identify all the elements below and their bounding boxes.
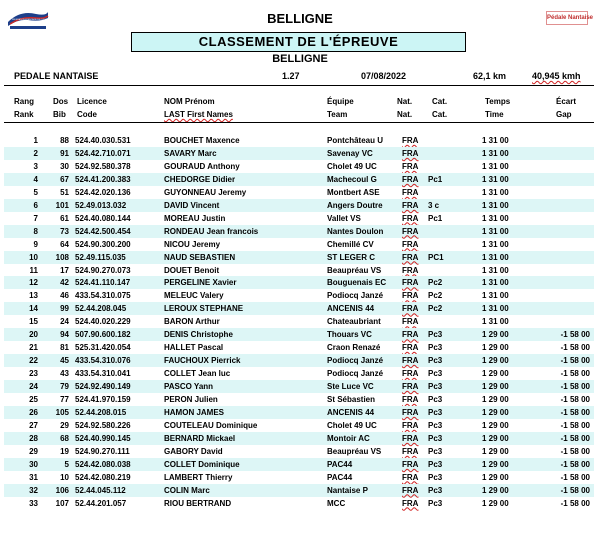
table-row: [4, 315, 594, 328]
cell-name: LEROUX STEPHANE: [164, 304, 244, 314]
col-ecart: Écart: [556, 97, 577, 106]
cell-rank: 2: [33, 148, 38, 158]
cell-rank: 32: [29, 485, 38, 495]
table-row: [4, 328, 594, 341]
cell-rank: 9: [33, 239, 38, 249]
cell-nat: FRA: [402, 200, 419, 210]
cell-team: Chateaubriant: [327, 317, 381, 327]
cell-licence: 524.90.270.073: [75, 265, 131, 275]
cell-time: 1 31 00: [482, 239, 509, 249]
table-row: [4, 406, 594, 419]
cell-cat: Pc2: [428, 278, 443, 288]
cell-bib: 17: [60, 265, 69, 275]
cell-cat: Pc1: [428, 213, 443, 223]
cell-cat: Pc3: [428, 485, 443, 495]
cell-licence: 524.40.080.144: [75, 213, 131, 223]
cell-team: PAC44: [327, 459, 353, 469]
cell-bib: 107: [55, 498, 69, 508]
cell-name: LAMBERT Thierry: [164, 472, 233, 482]
cell-bib: 108: [55, 252, 69, 262]
cell-nat: FRA: [402, 330, 419, 340]
cell-rank: 22: [29, 356, 38, 366]
cell-time: 1 31 00: [482, 291, 509, 301]
cell-cat: Pc2: [428, 304, 443, 314]
cell-team: Chemillé CV: [327, 239, 374, 249]
cell-time: 1 31 00: [482, 148, 509, 158]
col-bib: Bib: [53, 110, 66, 119]
cell-licence: 524.42.020.136: [75, 187, 131, 197]
cell-bib: 99: [60, 304, 69, 314]
cell-licence: 524.40.020.229: [75, 317, 131, 327]
table-row: [4, 341, 594, 354]
cell-time: 1 31 00: [482, 174, 509, 184]
cell-bib: 24: [60, 317, 69, 327]
cell-rank: 21: [29, 343, 38, 353]
cell-rank: 6: [33, 200, 38, 210]
table-row: [4, 497, 594, 510]
cell-gap: -1 58 00: [560, 433, 590, 443]
cell-licence: 52.44.201.057: [75, 498, 127, 508]
table-row: [4, 238, 594, 251]
cell-bib: 51: [60, 187, 69, 197]
cell-cat: Pc3: [428, 472, 443, 482]
col-team: Team: [327, 110, 348, 119]
table-row: [4, 458, 594, 471]
cell-rank: 13: [29, 291, 38, 301]
cell-team: Cholet 49 UC: [327, 161, 377, 171]
cell-gap: -1 58 00: [560, 382, 590, 392]
cell-cat: Pc3: [428, 459, 443, 469]
table-row: [4, 147, 594, 160]
cell-nat: FRA: [402, 213, 419, 223]
cell-licence: 524.90.270.111: [75, 446, 130, 456]
cell-licence: 52.44.045.112: [75, 485, 126, 495]
cell-bib: 79: [60, 382, 69, 392]
cell-name: BERNARD Mickael: [164, 433, 236, 443]
cell-rank: 14: [29, 304, 38, 314]
cell-nat: FRA: [402, 407, 419, 417]
cell-bib: 43: [60, 369, 69, 379]
cell-time: 1 31 00: [482, 136, 509, 145]
cell-team: Vallet VS: [327, 213, 361, 223]
cell-time: 1 29 00: [482, 407, 509, 417]
cell-name: SAVARY Marc: [164, 148, 217, 158]
cell-team: ANCENIS 44: [327, 304, 375, 314]
cell-nat: FRA: [402, 291, 419, 301]
cell-cat: Pc3: [428, 395, 443, 404]
cell-name: RONDEAU Jean francois: [164, 226, 259, 236]
cell-name: CHEDORGE Didier: [164, 174, 236, 184]
cell-cat: Pc3: [428, 407, 443, 417]
cell-cat: Pc3: [428, 343, 443, 353]
cell-time: 1 31 00: [482, 200, 509, 210]
cell-time: 1 29 00: [482, 330, 509, 340]
table-row: [4, 186, 594, 199]
cell-bib: 91: [60, 148, 69, 158]
cell-rank: 8: [33, 226, 38, 236]
cell-nat: FRA: [402, 136, 419, 145]
cell-nat: FRA: [402, 278, 419, 288]
cell-nat: FRA: [402, 265, 419, 275]
cell-time: 1 31 00: [482, 304, 509, 314]
cell-team: Ste Luce VC: [327, 382, 374, 392]
cell-licence: 524.42.080.038: [75, 459, 131, 469]
col-nom: NOM Prénom: [164, 97, 215, 106]
cell-time: 1 29 00: [482, 446, 509, 456]
cell-nat: FRA: [402, 161, 419, 171]
cell-name: COLLET Dominique: [164, 459, 240, 469]
cell-licence: 524.41.110.147: [75, 278, 131, 288]
ranking-title-banner: CLASSEMENT DE L'ÉPREUVE: [131, 32, 466, 52]
cell-rank: 30: [29, 459, 38, 469]
table-row: [4, 276, 594, 289]
cell-rank: 29: [29, 446, 38, 456]
cell-time: 1 29 00: [482, 369, 509, 379]
cell-gap: -1 58 00: [560, 420, 590, 430]
cell-rank: 5: [33, 187, 38, 197]
cell-bib: 5: [64, 459, 69, 469]
cell-bib: 94: [60, 330, 69, 340]
cell-nat: FRA: [402, 485, 419, 495]
cell-team: Beaupréau VS: [327, 265, 382, 275]
cell-rank: 31: [29, 472, 38, 482]
cell-nat: FRA: [402, 187, 419, 197]
cell-cat: Pc3: [428, 382, 443, 392]
cell-licence: 52.44.208.045: [75, 304, 127, 314]
col-last: LAST First Names: [164, 110, 233, 119]
cell-licence: 524.92.580.226: [75, 420, 131, 430]
col-licence: Licence: [77, 97, 107, 106]
cell-licence: 525.31.420.054: [75, 343, 131, 353]
cell-bib: 68: [60, 433, 69, 443]
cell-team: Angers Doutre: [327, 200, 383, 210]
table-row: [4, 393, 594, 406]
col-cat: Cat.: [432, 97, 448, 106]
table-row: [4, 212, 594, 225]
cell-gap: -1 58 00: [560, 485, 590, 495]
cell-name: COUTELEAU Dominique: [164, 420, 258, 430]
cell-nat: FRA: [402, 226, 419, 236]
table-row: [4, 134, 594, 147]
cell-team: Podiocq Janzé: [327, 291, 384, 301]
cell-time: 1 29 00: [482, 472, 509, 482]
cell-rank: 7: [33, 213, 38, 223]
header-divider-bottom: [4, 122, 594, 123]
cell-time: 1 29 00: [482, 498, 509, 508]
cell-licence: 524.42.500.454: [75, 226, 131, 236]
cell-name: PASCO Yann: [164, 382, 214, 392]
cell-nat: FRA: [402, 498, 419, 508]
table-row: [4, 471, 594, 484]
cell-time: 1 31 00: [482, 187, 509, 197]
cell-name: BARON Arthur: [164, 317, 220, 327]
cell-licence: 433.54.310.075: [75, 291, 131, 301]
cell-nat: FRA: [402, 459, 419, 469]
col-code: Code: [77, 110, 97, 119]
cell-bib: 29: [60, 420, 69, 430]
cell-name: DOUET Benoit: [164, 265, 220, 275]
cell-rank: 12: [29, 278, 38, 288]
cell-nat: FRA: [402, 446, 419, 456]
table-row: [4, 173, 594, 186]
cell-bib: 67: [60, 174, 69, 184]
cell-gap: -1 58 00: [560, 459, 590, 469]
cell-licence: 433.54.310.041: [75, 369, 131, 379]
cell-bib: 45: [60, 356, 69, 366]
cell-bib: 101: [55, 200, 69, 210]
cell-gap: -1 58 00: [560, 343, 590, 353]
cell-time: 1 31 00: [482, 226, 509, 236]
club-logo-text: Pédale Nantaise: [547, 15, 594, 21]
cell-licence: 52.49.115.035: [75, 252, 126, 262]
cell-licence: 52.49.013.032: [75, 200, 127, 210]
cell-rank: 20: [29, 330, 38, 340]
cell-name: MELEUC Valery: [164, 291, 224, 301]
col-gap: Gap: [556, 110, 572, 119]
cell-name: BOUCHET Maxence: [164, 136, 240, 145]
cell-time: 1 29 00: [482, 459, 509, 469]
cell-licence: 433.54.310.076: [75, 356, 131, 366]
cell-licence: 524.41.970.159: [75, 395, 131, 404]
cell-cat: Pc1: [428, 174, 443, 184]
cell-rank: 15: [29, 317, 38, 327]
cell-time: 1 31 00: [482, 278, 509, 288]
cell-nat: FRA: [402, 239, 419, 249]
cell-team: ST LEGER C: [327, 252, 376, 262]
cell-rank: 27: [29, 420, 38, 430]
cell-team: Nantaise P: [327, 485, 368, 495]
federation-logo-text: FEDERATION FRANCAISE DE CYCLISME: [12, 19, 51, 21]
cell-name: GOURAUD Anthony: [164, 161, 240, 171]
cell-team: Nantes Doulon: [327, 226, 384, 236]
cell-cat: PC1: [428, 252, 444, 262]
cell-gap: -1 58 00: [560, 407, 590, 417]
cell-time: 1 29 00: [482, 485, 509, 495]
cell-cat: Pc3: [428, 330, 443, 340]
table-row: [4, 264, 594, 277]
cell-bib: 64: [60, 239, 69, 249]
cell-licence: 524.92.490.149: [75, 382, 131, 392]
race-date: 07/08/2022: [361, 71, 407, 81]
cell-team: Pontchâteau U: [327, 136, 384, 145]
cell-team: Savenay VC: [327, 148, 373, 158]
cell-name: FAUCHOUX Pierrick: [164, 356, 241, 366]
organizer-club: PEDALE NANTAISE: [14, 71, 99, 81]
cell-rank: 1: [33, 136, 38, 145]
cell-licence: 524.40.990.145: [75, 433, 131, 443]
col-time: Time: [485, 110, 504, 119]
cell-cat: Pc3: [428, 420, 443, 430]
cell-nat: FRA: [402, 317, 419, 327]
cell-name: NAUD SEBASTIEN: [164, 252, 236, 262]
cell-time: 1 29 00: [482, 382, 509, 392]
cell-team: St Sébastien: [327, 395, 376, 404]
cell-team: Cholet 49 UC: [327, 420, 377, 430]
cell-time: 1 31 00: [482, 161, 509, 171]
cell-name: MOREAU Justin: [164, 213, 226, 223]
cell-rank: 23: [29, 369, 38, 379]
cell-bib: 77: [60, 395, 69, 404]
cell-nat: FRA: [402, 433, 419, 443]
cell-licence: 524.92.580.378: [75, 161, 131, 171]
cell-team: PAC44: [327, 472, 353, 482]
table-row: [4, 354, 594, 367]
cell-bib: 106: [55, 485, 69, 495]
cell-time: 1 31 00: [482, 317, 509, 327]
cell-name: GABORY David: [164, 446, 223, 456]
cell-gap: -1 58 00: [560, 472, 590, 482]
cell-gap: -1 58 00: [560, 446, 590, 456]
cell-time: 1 31 00: [482, 265, 509, 275]
cell-team: Thouars VC: [327, 330, 372, 340]
cell-rank: 3: [33, 161, 38, 171]
cell-time: 1 29 00: [482, 395, 509, 404]
cell-cat: Pc3: [428, 498, 443, 508]
cell-nat: FRA: [402, 382, 419, 392]
cell-bib: 88: [60, 136, 69, 145]
cell-cat: Pc3: [428, 369, 443, 379]
cell-gap: -1 58 00: [560, 356, 590, 366]
cell-team: Machecoul G: [327, 174, 377, 184]
cell-name: COLIN Marc: [164, 485, 210, 495]
race-code: 1.27: [282, 71, 300, 81]
cell-name: GUYONNEAU Jeremy: [164, 187, 247, 197]
cell-team: ANCENIS 44: [327, 407, 375, 417]
cell-gap: -1 58 00: [560, 330, 590, 340]
cell-gap: -1 58 00: [560, 395, 590, 404]
race-distance: 62,1 km: [473, 71, 507, 81]
cell-bib: 19: [60, 446, 69, 456]
cell-rank: 24: [29, 382, 38, 392]
cell-nat: FRA: [402, 343, 419, 353]
table-row: [4, 419, 594, 432]
cell-name: DENIS Christophe: [164, 330, 233, 340]
cell-licence: 52.44.208.015: [75, 407, 127, 417]
col-temps: Temps: [485, 97, 511, 106]
cell-cat: Pc3: [428, 433, 443, 443]
town-title: BELLIGNE: [267, 11, 333, 26]
table-row: [4, 367, 594, 380]
table-row: [4, 432, 594, 445]
cell-bib: 46: [60, 291, 69, 301]
cell-bib: 42: [60, 278, 69, 288]
cell-rank: 4: [33, 174, 38, 184]
cell-rank: 28: [29, 433, 38, 443]
cell-nat: FRA: [402, 369, 419, 379]
cell-nat: FRA: [402, 395, 419, 404]
col-dos: Dos: [53, 97, 69, 106]
cell-name: COLLET Jean luc: [164, 369, 231, 379]
header-divider-top: [4, 85, 594, 86]
col-nat: Nat.: [397, 97, 413, 106]
cell-bib: 30: [60, 161, 69, 171]
table-row: [4, 160, 594, 173]
cell-licence: 524.40.030.531: [75, 136, 131, 145]
cell-bib: 61: [60, 213, 69, 223]
table-row: [4, 251, 594, 264]
col-equipe: Équipe: [327, 97, 354, 106]
cell-licence: 524.41.200.383: [75, 174, 131, 184]
cell-team: Podiocq Janzé: [327, 356, 384, 366]
cell-team: Bouguenais EC: [327, 278, 387, 288]
cell-nat: FRA: [402, 472, 419, 482]
col-rank: Rank: [14, 110, 34, 119]
table-row: [4, 302, 594, 315]
cell-bib: 105: [55, 407, 69, 417]
average-speed: 40,945 kmh: [532, 71, 581, 81]
cell-time: 1 29 00: [482, 356, 509, 366]
table-row: [4, 225, 594, 238]
cell-time: 1 31 00: [482, 252, 509, 262]
table-row: [4, 380, 594, 393]
col-cat-en: Cat.: [432, 110, 448, 119]
cell-name: RIOU BERTRAND: [164, 498, 232, 508]
cell-nat: FRA: [402, 304, 419, 314]
cell-name: HALLET Pascal: [164, 343, 224, 353]
cell-cat: Pc3: [428, 356, 443, 366]
cell-rank: 10: [29, 252, 38, 262]
cell-rank: 33: [29, 498, 38, 508]
cell-name: PERON Julien: [164, 395, 218, 404]
cell-rank: 11: [29, 265, 38, 275]
table-row: [4, 199, 594, 212]
table-row: [4, 484, 594, 497]
cell-cat: Pc3: [428, 446, 443, 456]
cell-name: PERGELINE Xavier: [164, 278, 237, 288]
cell-name: HAMON JAMES: [164, 407, 225, 417]
cell-team: Podiocq Janzé: [327, 369, 384, 379]
cell-rank: 26: [29, 407, 38, 417]
cell-team: MCC: [327, 498, 346, 508]
event-subtitle: BELLIGNE: [272, 53, 328, 65]
cell-team: Craon Renazé: [327, 343, 381, 353]
cell-nat: FRA: [402, 420, 419, 430]
cell-time: 1 29 00: [482, 420, 509, 430]
cell-cat: Pc2: [428, 291, 443, 301]
cell-cat: 3 c: [428, 200, 440, 210]
cell-bib: 81: [60, 343, 69, 353]
cell-bib: 10: [60, 472, 69, 482]
cell-licence: 524.42.080.219: [75, 472, 131, 482]
col-nat-en: Nat.: [397, 110, 413, 119]
table-row: [4, 289, 594, 302]
cell-team: Beaupréau VS: [327, 446, 382, 456]
cell-licence: 507.90.600.182: [75, 330, 131, 340]
col-rang: Rang: [14, 97, 34, 106]
cell-time: 1 29 00: [482, 343, 509, 353]
cell-name: DAVID Vincent: [164, 200, 220, 210]
cell-rank: 25: [29, 395, 38, 404]
cell-nat: FRA: [402, 174, 419, 184]
cell-name: NICOU Jeremy: [164, 239, 221, 249]
cell-nat: FRA: [402, 252, 419, 262]
cell-bib: 73: [60, 226, 69, 236]
cell-gap: -1 58 00: [560, 369, 590, 379]
cell-time: 1 29 00: [482, 433, 509, 443]
cell-gap: -1 58 00: [560, 498, 590, 508]
cell-licence: 524.42.710.071: [75, 148, 131, 158]
cell-team: Montoir AC: [327, 433, 370, 443]
cell-nat: FRA: [402, 148, 419, 158]
cell-licence: 524.90.300.200: [75, 239, 131, 249]
cell-team: Montbert ASE: [327, 187, 380, 197]
cell-time: 1 31 00: [482, 213, 509, 223]
table-row: [4, 445, 594, 458]
cell-nat: FRA: [402, 356, 419, 366]
